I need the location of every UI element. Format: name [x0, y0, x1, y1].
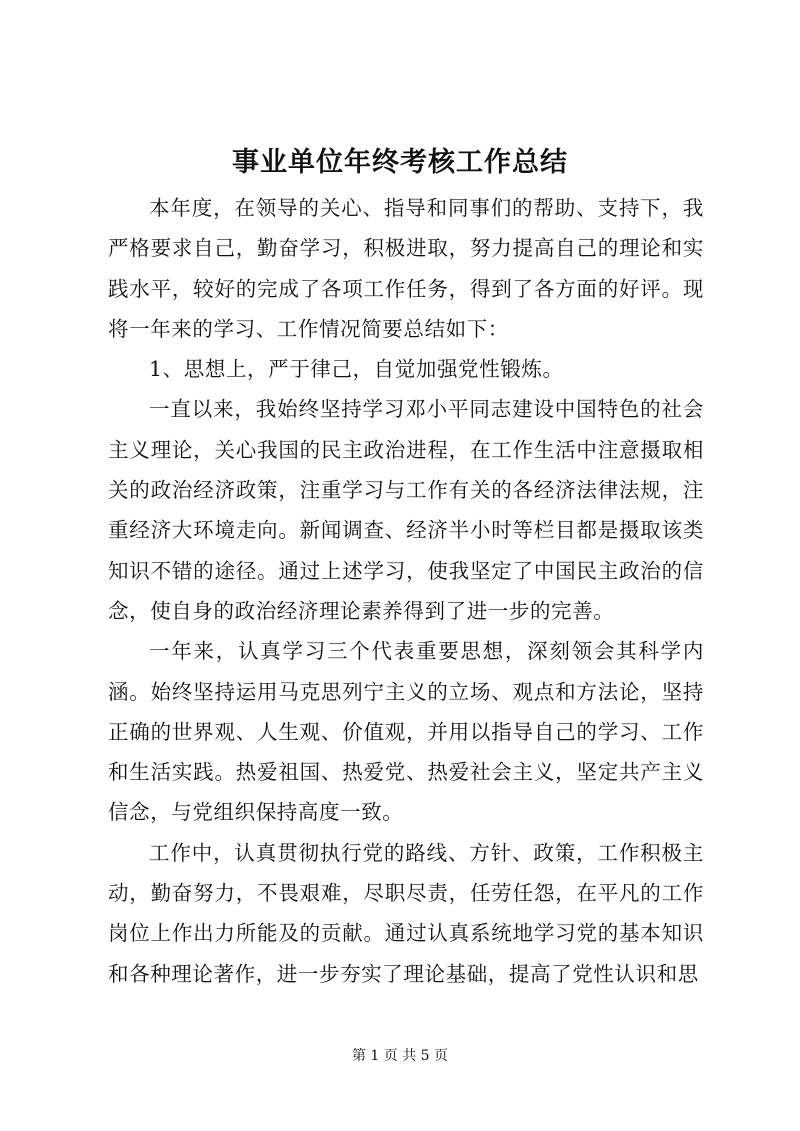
- page-footer: 第 1 页 共 5 页: [351, 1048, 449, 1064]
- paragraph-theory-study: 一直以来，我始终坚持学习邓小平同志建设中国特色的社会主义理论，关心我国的民主政治进程，在工作生活中注意摄取相关的政治经济政策，注重学习与工作有关的各经济法律法规，注重经济大环境走向。新闻调查、经济半小时等栏目都是摄取该类知识不错的途径。通过上述学习，使我坚定了中国民主政治的信念，使自身的政治经济理论素养得到了进一步的完善。: [108, 397, 704, 623]
- paragraph-section-1-heading: 1、思想上，严于律己，自觉加强党性锻炼。: [149, 357, 564, 382]
- paragraph-intro: 本年度，在领导的关心、指导和同事们的帮助、支持下，我严格要求自己，勤奋学习，积极进取，努力提高自己的理论和实践水平，较好的完成了各项工作任务，得到了各方面的好评。现将一年来的学习、工作情况简要总结如下：: [108, 196, 704, 341]
- paragraph-three-represents: 一年来，认真学习三个代表重要思想，深刻领会其科学内涵。始终坚持运用马克思列宁主义的立场、观点和方法论，坚持正确的世界观、人生观、价值观，并用以指导自己的学习、工作和生活实践。热爱祖国、热爱党、热爱社会主义，坚定共产主义信念，与党组织保持高度一致。: [108, 639, 704, 825]
- document-body: [108, 188, 704, 994]
- document-title: 事业单位年终考核工作总结: [232, 147, 568, 178]
- paragraph-work-attitude: 工作中，认真贯彻执行党的路线、方针、政策，工作积极主动，勤奋努力，不畏艰难，尽职尽责，任劳任怨，在平凡的工作岗位上作出力所能及的贡献。通过认真系统地学习党的基本知识和各种理论著作，进一步夯实了理论基础，提高了党性认识和思: [108, 840, 704, 986]
